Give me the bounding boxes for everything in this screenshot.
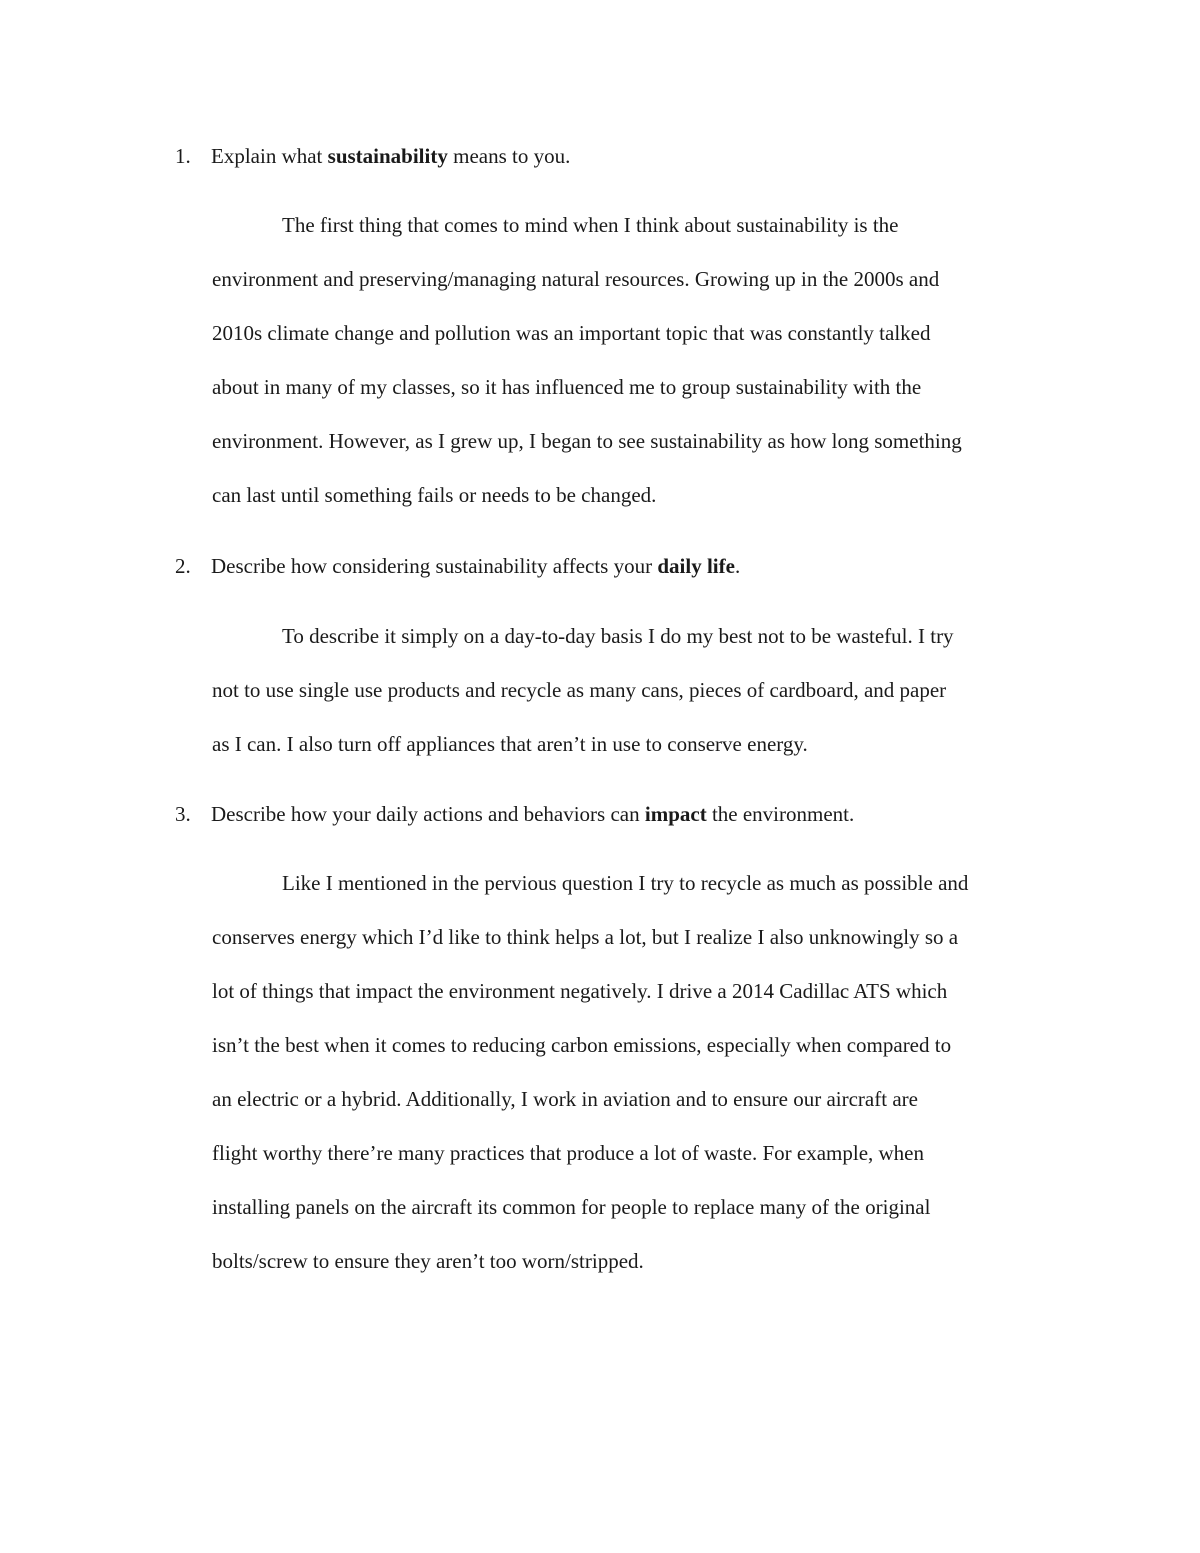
question-keyword: daily life [657,554,735,578]
answer-line: The first thing that comes to mind when I think about sustainability is the [282,213,899,237]
question-text-prefix: Describe how considering sustainability affects your [211,554,658,578]
answer-line: environment. However, as I grew up, I began to see sustainability as how long something [212,429,962,453]
question-number: 2. [175,554,191,578]
answer-1 [212,198,1054,522]
question-text [211,554,740,578]
answer-2 [212,609,1054,771]
question-1 [175,141,1075,171]
answer-line: conserves energy which I’d like to think helps a lot, but I realize I also unknowingly so a [212,925,959,949]
question-text-suffix: the environment. [706,802,855,826]
answer-line: To describe it simply on a day-to-day basis I do my best not to be wasteful. I try [282,624,954,648]
answer-line: Like I mentioned in the pervious question I try to recycle as much as possible and [282,871,969,895]
question-text [211,802,854,826]
answer-line: 2010s climate change and pollution was an important topic that was constantly talked [212,321,931,345]
question-3 [175,799,1075,829]
answer-line: as I can. I also turn off appliances that aren’t in use to conserve energy. [212,732,808,756]
question-text [211,144,570,168]
answer-line: about in many of my classes, so it has influenced me to group sustainability with the [212,375,922,399]
answer-line: installing panels on the aircraft its common for people to replace many of the original [212,1195,931,1219]
answer-line: environment and preserving/managing natural resources. Growing up in the 2000s and [212,267,940,291]
question-text-prefix: Explain what [211,144,328,168]
question-text-prefix: Describe how your daily actions and behaviors can [211,802,645,826]
question-number: 3. [175,802,191,826]
question-text-suffix: . [734,554,741,578]
question-keyword: impact [644,802,707,826]
question-2 [175,551,1075,581]
answer-line: bolts/screw to ensure they aren’t too worn/stripped. [212,1249,644,1273]
answer-line: lot of things that impact the environment negatively. I drive a 2014 Cadillac ATS which [212,979,948,1003]
answer-line: not to use single use products and recycle as many cans, pieces of cardboard, and paper [212,678,947,702]
answer-line: isn’t the best when it comes to reducing carbon emissions, especially when compared to [212,1033,952,1057]
answer-line: flight worthy there’re many practices that produce a lot of waste. For example, when [212,1141,925,1165]
question-text-suffix: means to you. [447,144,571,168]
question-keyword: sustainability [327,144,448,168]
answer-line: an electric or a hybrid. Additionally, I work in aviation and to ensure our aircraft are [212,1087,918,1111]
answer-line: can last until something fails or needs to be changed. [212,483,657,507]
answer-3 [212,856,1054,1288]
question-number: 1. [175,144,191,168]
